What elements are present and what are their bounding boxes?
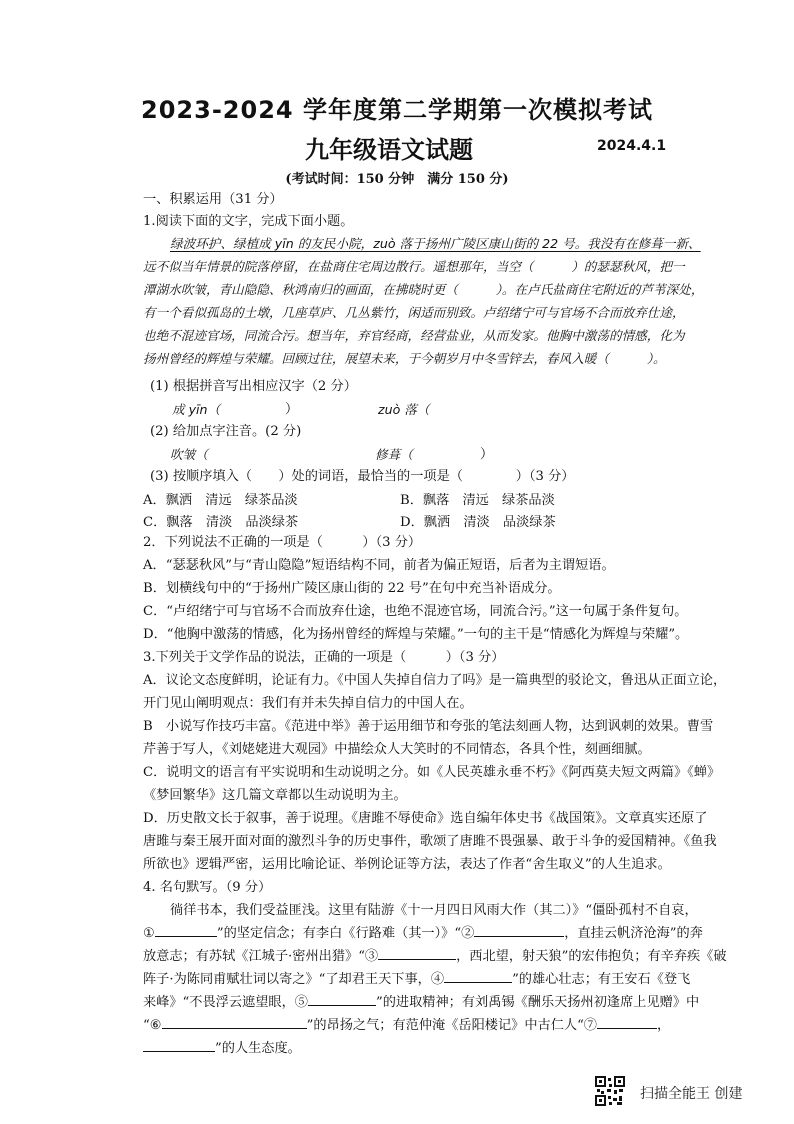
q4-line: 放意志；有苏轼《江城子·密州出猎》“③ ，西北望，射天狼”的宏伟抱负；有辛弃疾《破 [143, 949, 727, 964]
q3-option-c: 《梦回繁华》这几篇文章都以生动说明为主。 [143, 788, 407, 803]
exam-time-info: (考试时间：150 分钟 满分 150 分) [285, 172, 509, 187]
q3-option-d: 唐雎与秦王展开面对面的激烈斗争的历史事件，歌颂了唐雎不畏强暴、敢于斗争的爱国精神。《鱼我 [143, 834, 717, 849]
question-1-prompt: 1.阅读下面的文字，完成下面小题。 [143, 214, 354, 229]
q4-line: 来峰》“不畏浮云遮望眼，⑤ ”的进取精神；有刘禹锡《酬乐天扬州初逢席上见赠》中 [143, 995, 700, 1010]
answer-blank-5[interactable] [308, 993, 376, 1006]
q2-option-b: B．划横线句中的“于扬州广陵区康山街的 22 号”在句中充当补语成分。 [143, 581, 561, 596]
answer-blank-3[interactable] [378, 947, 456, 960]
question-3-prompt: 3.下列关于文学作品的说法，正确的一项是（ ）（3 分） [143, 650, 505, 665]
passage-line: 扬州曾经的辉煌与荣耀。回顾过往，展望未来，于今朝岁月中冬雪锌去，春风入暖（ ）。 [143, 351, 666, 366]
q4-line: 徜徉书本，我们受益匪浅。这里有陆游《十一月四日风雨大作（其二）》“僵卧孤村不自哀， [170, 903, 698, 918]
exam-title: 2023-2024 学年度第二学期第一次模拟考试 [141, 96, 653, 124]
sub1-item-a-close: ） [285, 402, 299, 417]
q2-option-d: D．“他胸中激荡的情感，化为扬州曾经的辉煌与荣耀。”一句的主干是“情感化为辉煌与荣耀”。 [143, 627, 689, 642]
section-heading: 一、积累运用（31 分） [143, 192, 283, 207]
q3-option-b: B 小说写作技巧丰富。《范进中举》善于运用细节和夸张的笔法刻画人物，达到讽刺的效果。曹雪 [143, 719, 714, 734]
option-a: A．飘洒 清远 绿茶品淡 [143, 493, 298, 508]
answer-blank-7b[interactable] [143, 1039, 215, 1052]
sub2-item-a: 吹皱（ [170, 447, 208, 462]
q3-option-a: 开门见山阐明观点：我们有并未失掉自信力的中国人在。 [143, 696, 473, 711]
exam-date: 2024.4.1 [597, 138, 667, 154]
passage-line: 有一个看似孤岛的土墩，几座草庐、几丛紫竹，闲适而别致。卢绍绪宁可与官场不合而放弃仕途， [143, 305, 685, 320]
answer-blank-1[interactable] [155, 924, 217, 937]
answer-blank-2[interactable] [474, 924, 564, 937]
question-2-prompt: 2．下列说法不正确的一项是（ ）（3 分） [143, 535, 422, 550]
sub-question-1: (1) 根据拼音写出相应汉字（2 分） [150, 379, 357, 394]
sub2-item-b: 修葺（ [375, 447, 413, 462]
sub-question-3: (3) 按顺序填入（ ）处的词语，最恰当的一项是（ ）（3 分） [150, 469, 575, 484]
q3-option-a: A．议论文态度鲜明，论证有力。《中国人失掉自信力了吗》是一篇典型的驳论文，鲁迅从正面立论， [143, 673, 727, 688]
option-d: D．飘洒 清淡 品淡绿茶 [400, 515, 556, 530]
q3-option-d: D．历史散文长于叙事，善于说理。《唐雎不辱使命》选自编年体史书《战国策》。文章真实还原了 [143, 811, 708, 826]
q2-option-a: A．“瑟瑟秋风”与“青山隐隐”短语结构不同，前者为偏正短语，后者为主谓短语。 [143, 558, 615, 573]
sub-question-2: (2) 给加点字注音。(2 分) [150, 424, 302, 439]
q3-option-b: 芹善于写人，《刘姥姥进大观园》中描绘众人大笑时的不同情态，各具个性，刻画细腻。 [143, 742, 651, 757]
q4-line: “⑥ ”的昂扬之气；有范仲淹《岳阳楼记》中古仁人“⑦ ， [143, 1018, 671, 1033]
answer-blank-7a[interactable] [597, 1016, 657, 1029]
option-b: B．飘落 清远 绿茶品淡 [400, 493, 555, 508]
qr-code-icon [595, 1076, 625, 1106]
passage-line: 潭湖水吹皱，青山隐隐、秋鸿南归的画面，在拂晓时更（ ）。在卢氏盐商住宅附近的芦苇深处， [143, 282, 704, 297]
scanner-watermark: 扫描全能王 创建 [640, 1086, 743, 1102]
exam-subtitle: 九年级语文试题 [305, 136, 473, 164]
q3-option-c: C．说明文的语言有平实说明和生动说明之分。如《人民英雄永垂不朽》《阿西莫夫短文两篇》《蝉》 [143, 765, 721, 780]
option-c: C．飘落 清淡 品淡绿茶 [143, 515, 299, 530]
q4-line: ”的人生态度。 [143, 1039, 719, 1058]
q4-line: ① ”的坚定信念；有李白《行路难（其一）》“② ，直挂云帆济沧海”的奔 [143, 926, 703, 941]
passage-line: 绿波环护、绿植成 yīn 的友民小院，zuò 落于扬州广陵区康山街的 22 号。我没有在修葺一新、 [170, 236, 701, 251]
answer-blank-4[interactable] [444, 970, 512, 983]
q3-option-d: 所欲也》逻辑严密，运用比喻论证、举例论证等方法，表达了作者“舍生取义”的人生追求。 [143, 857, 671, 872]
passage-line: 也绝不混迹官场，同流合污。想当年，弃官经商，经营盐业，从而发家。他胸中激荡的情感，化为 [143, 328, 685, 343]
q2-option-c: C．“卢绍绪宁可与官场不合而放弃仕途，也绝不混迹官场，同流合污。”这一句属于条件复句。 [143, 604, 688, 619]
q4-line: 阵子·为陈同甫赋壮词以寄之》“了却君王天下事，④ ”的雄心壮志；有王安石《登飞 [143, 972, 691, 987]
sub2-item-b-close: ） [480, 447, 494, 462]
sub1-item-a: 成 yīn（ [172, 402, 221, 417]
answer-blank-6[interactable] [162, 1016, 307, 1029]
question-4-prompt: 4. 名句默写。（9 分） [143, 880, 272, 895]
passage-line: 远不似当年情景的院落停留，在盐商住宅周边散行。遥想那年，当空（ ）的瑟瑟秋风，把一 [143, 259, 685, 274]
sub1-item-b: zuò 落（ [378, 402, 430, 417]
